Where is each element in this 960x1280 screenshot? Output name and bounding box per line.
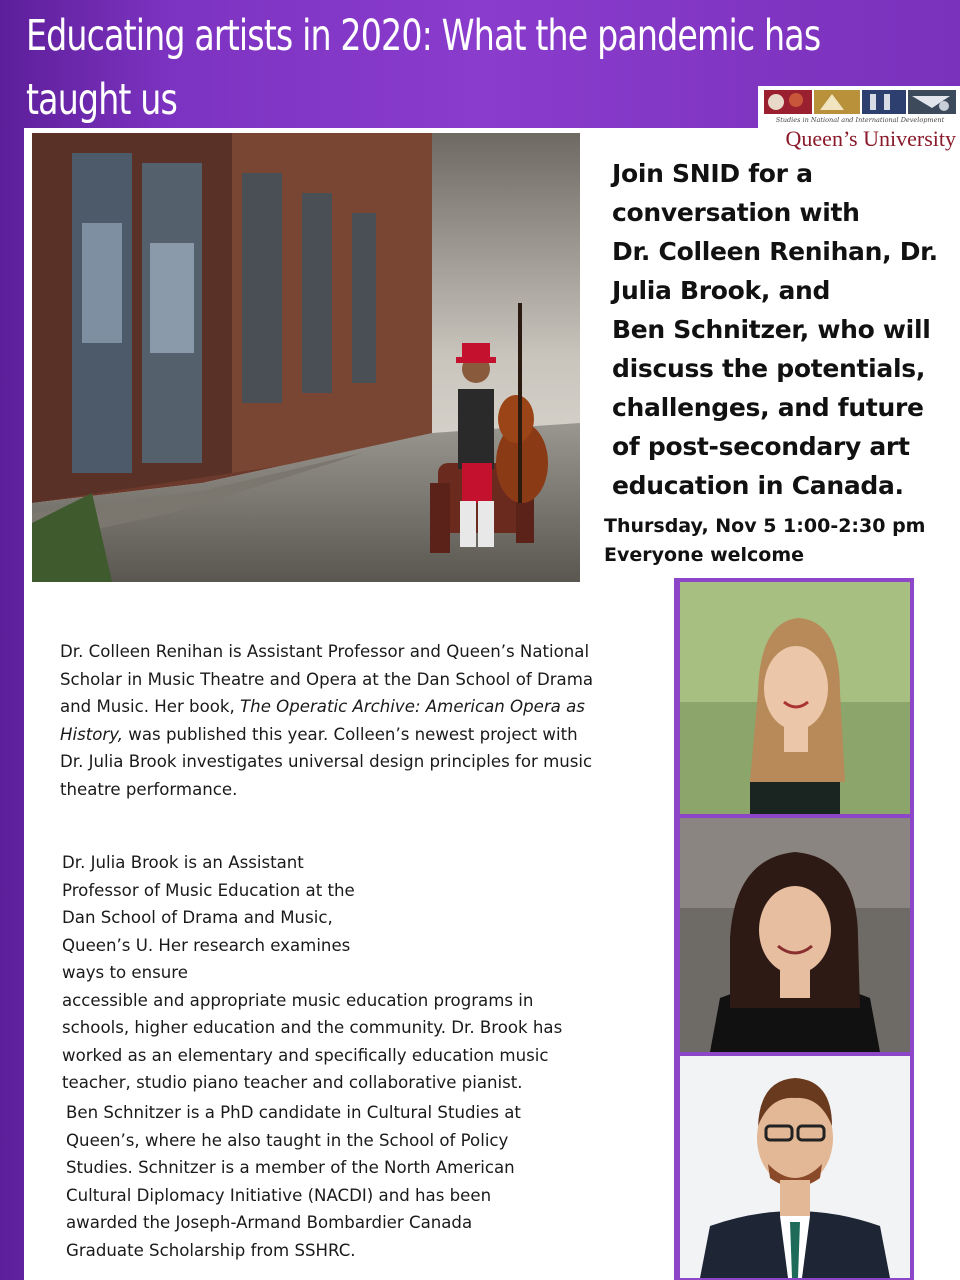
invite-line: Join SNID for a [612,159,813,188]
bio-brook-text: Dr. Julia Brook is an Assistant Professor of Music Education at the Dan School of Drama and Music, Queen’s U. Her research examines ways to ensure [62,853,355,982]
photo-brook [680,818,910,1052]
title-line-2: taught us [26,75,178,125]
invite-line: Dr. Colleen Renihan, Dr. [612,237,938,266]
event-datetime: Thursday, Nov 5 1:00-2:30 pm [604,515,926,537]
logo-university: Queen’s University [785,126,956,151]
snid-logo-mark [762,88,958,116]
event-audience: Everyone welcome [604,544,805,566]
photo-renihan [680,582,910,814]
invite-line: of post-secondary art [612,432,910,461]
snid-logo [758,86,960,158]
invite-line: Julia Brook, and [612,276,831,305]
bio-brook-text-2: accessible and appropriate music education programs in schools, higher education and the community. Dr. Brook has worked as an elementary and specifically education music teacher, studio piano teacher and collaborative pianist. [62,990,563,1092]
bio-renihan-text-2: was published this year. Colleen’s newest project with Dr. Julia Brook investigates universal design principles for music theatre performance. [60,724,593,799]
invite-line: challenges, and future [612,393,924,422]
event-details [604,512,944,570]
cellist-street-photo [32,133,580,582]
title-line-1: Educating artists in 2020: What the pandemic has [26,11,821,61]
bio-schnitzer-text: Ben Schnitzer is a PhD candidate in Cultural Studies at Queen’s, where he also taught in the School of Policy Studies. Schnitzer is a member of the North American Cultural Diplomacy Initiative (NACDI) and has been awarded the Joseph-Armand Bombardier Canada Graduate Scholarship from SSHRC. [66,1103,521,1260]
bio-renihan-text: Dr. Colleen Renihan is Assistant Professor and Queen’s National Scholar in Music Theatre and Opera at the Dan School of Drama and Music. Her book, [60,642,594,716]
speaker-photos [674,578,914,1280]
bio-renihan-book: The Operatic Archive: American Opera as History, [60,697,585,744]
bio-brook [62,849,602,1097]
bio-schnitzer [66,1099,546,1264]
invite-line: Ben Schnitzer, who will [612,315,931,344]
invite-line: discuss the potentials, [612,354,926,383]
invitation-text [612,154,942,505]
logo-subtitle: Studies in National and International Development [775,116,945,124]
invite-line: conversation with [612,198,860,227]
bio-renihan [60,638,600,803]
invite-line: education in Canada. [612,471,904,500]
photo-schnitzer [680,1056,910,1278]
